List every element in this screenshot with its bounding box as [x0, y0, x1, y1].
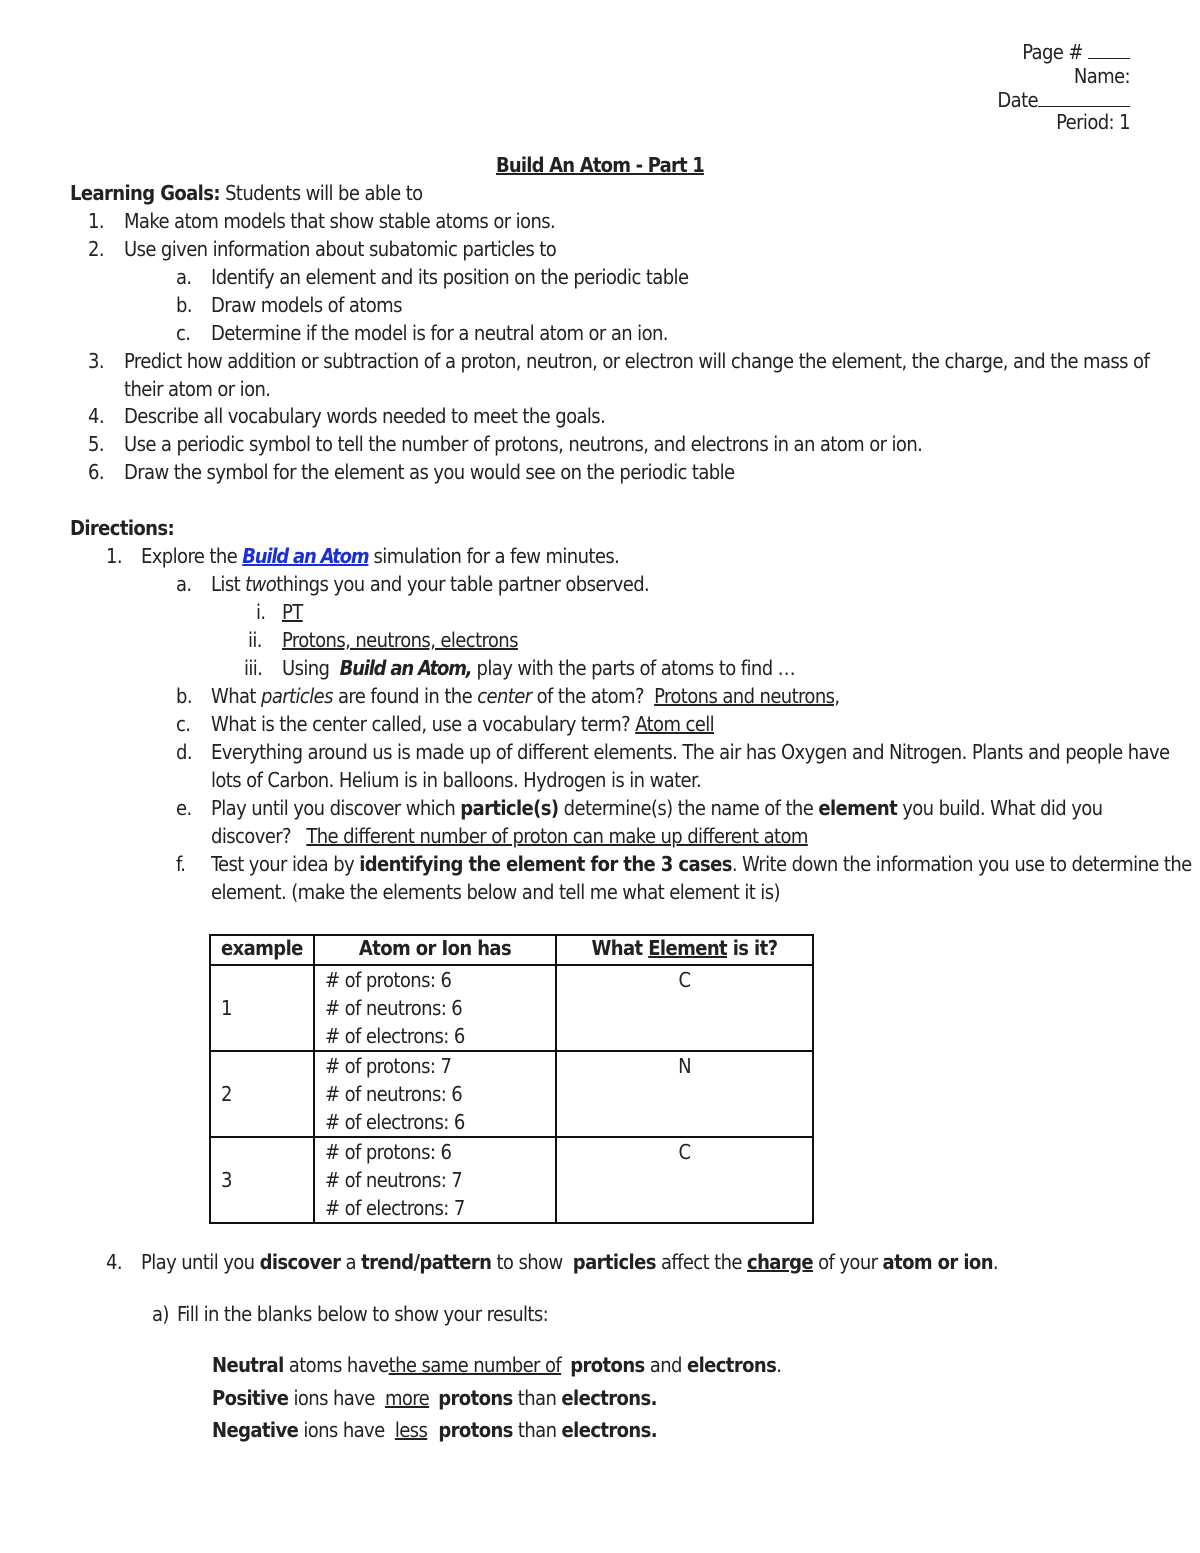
item-4-t6: . [992, 1250, 999, 1274]
goal-2-num: 2. [88, 237, 104, 261]
direction-c-text [211, 712, 714, 736]
direction-e-line2 [211, 824, 808, 848]
goal-4-num: 4. [88, 404, 104, 428]
item-4-num: 4. [106, 1250, 122, 1274]
direction-b-em2: center [477, 684, 532, 708]
goal-2-text: Use given information about subatomic particles to [124, 237, 557, 261]
direction-ii-num: ii. [248, 628, 262, 652]
row-particles [314, 1137, 556, 1223]
direction-i-num: i. [256, 600, 266, 624]
direction-b-answer[interactable]: Protons and neutrons, [654, 684, 840, 708]
direction-e-t2: determine(s) the name of the [563, 796, 814, 820]
negative-b3: electrons. [561, 1418, 657, 1442]
direction-f-line2: element. (make the elements below and tell me what element it is) [211, 880, 780, 904]
goal-3-text: Predict how addition or subtraction of a proton, neutron, or electron will change the element, the charge, and the mass of [124, 349, 1150, 373]
goal-4-text: Describe all vocabulary words needed to meet the goals. [124, 404, 606, 428]
row-electrons: # of electrons: 6 [325, 1024, 465, 1048]
direction-e-num: e. [176, 796, 192, 820]
direction-e-b1: particle(s) [460, 796, 559, 820]
item-4-b3: particles [572, 1250, 656, 1274]
direction-ii-answer[interactable]: Protons, neutrons, electrons [282, 628, 518, 652]
page-number-label: Page # [1022, 40, 1083, 64]
direction-1-pre: Explore the [141, 544, 238, 568]
direction-a-pre: List [211, 572, 241, 596]
date-blank[interactable] [1038, 88, 1130, 107]
direction-e-t4: discover? [211, 824, 291, 848]
goal-3-text-cont: their atom or ion. [124, 377, 271, 401]
positive-statement [212, 1386, 657, 1410]
page-number-field [1022, 40, 1130, 64]
direction-1-post: simulation for a few minutes. [373, 544, 620, 568]
direction-a-text [211, 572, 649, 596]
learning-goals-label: Learning Goals: [70, 181, 220, 205]
direction-b-num: b. [176, 684, 192, 708]
row-neutrons: # of neutrons: 6 [325, 996, 463, 1020]
direction-e-t3: you build. What did you [902, 796, 1103, 820]
direction-f-num: f. [176, 852, 186, 876]
direction-1-num: 1. [106, 544, 122, 568]
goal-5-text: Use a periodic symbol to tell the number of protons, neutrons, and electrons in an atom or ion. [124, 432, 923, 456]
row-protons: # of protons: 6 [325, 1140, 452, 1164]
neutral-b3: electrons [686, 1353, 777, 1377]
direction-d-line2: lots of Carbon. Helium is in balloons. Hydrogen is in water. [211, 768, 702, 792]
date-label: Date [997, 88, 1038, 112]
negative-statement [212, 1418, 657, 1442]
neutral-t3: . [776, 1353, 782, 1377]
direction-1-text [141, 544, 619, 568]
direction-b-em1: particles [261, 684, 333, 708]
direction-f-b1: identifying the element for the 3 cases [359, 852, 732, 876]
page-title: Build An Atom - Part 1 [495, 153, 705, 177]
item-4-t5: of your [818, 1250, 878, 1274]
direction-b-t2: are found in the [337, 684, 473, 708]
item-4-b1: discover [259, 1250, 341, 1274]
neutral-b2: protons [570, 1353, 645, 1377]
positive-b1: Positive [212, 1386, 289, 1410]
direction-e-b2: element [818, 796, 898, 820]
item-4a-label: a) [152, 1302, 169, 1326]
direction-b-t3: of the atom? [536, 684, 644, 708]
item-4-t2: a [345, 1250, 356, 1274]
row-element-value: C [678, 968, 691, 992]
direction-a-em: two [245, 572, 277, 596]
learning-goals-heading [70, 181, 423, 205]
learning-goals-intro: Students will be able to [225, 181, 423, 205]
directions-heading: Directions: [70, 516, 175, 540]
goal-2c-text: Determine if the model is for a neutral atom or an ion. [211, 321, 668, 345]
direction-c-answer[interactable]: Atom cell [635, 712, 715, 736]
neutral-answer[interactable]: the same number of [388, 1353, 562, 1377]
neutral-statement [212, 1353, 781, 1377]
neutral-t2: and [649, 1353, 682, 1377]
name-label: Name: [1073, 64, 1130, 88]
header-what-post: is it? [732, 936, 778, 960]
item-4-b5: atom or ion [882, 1250, 993, 1274]
negative-t1: ions have [303, 1418, 385, 1442]
goal-5-num: 5. [88, 432, 104, 456]
goal-3-num: 3. [88, 349, 104, 373]
date-field [997, 88, 1130, 112]
period-field [1056, 110, 1130, 134]
direction-f-line1 [211, 852, 1192, 876]
item-4-text [141, 1250, 998, 1274]
direction-c-num: c. [176, 712, 191, 736]
table-row [210, 965, 813, 1051]
row-particles [314, 1051, 556, 1137]
direction-f-t2: . Write down the information you use to determine the [731, 852, 1192, 876]
table-row [210, 1137, 813, 1223]
direction-f-t1: Test your idea by [211, 852, 355, 876]
goal-2a-num: a. [176, 265, 192, 289]
row-element-value: N [678, 1054, 691, 1078]
goal-6-num: 6. [88, 460, 104, 484]
item-4-t1: Play until you [141, 1250, 255, 1274]
direction-iii-num: iii. [244, 656, 263, 680]
neutral-b1: Neutral [212, 1353, 284, 1377]
header-what-element [556, 935, 813, 965]
header-atom-or-ion: Atom or Ion has [314, 935, 556, 965]
neutral-t1: atoms have [288, 1353, 389, 1377]
goal-2b-text: Draw models of atoms [211, 293, 402, 317]
goal-1-text: Make atom models that show stable atoms or ions. [124, 209, 556, 233]
row-example-number: 2 [210, 1051, 314, 1137]
row-electrons: # of electrons: 6 [325, 1110, 465, 1134]
direction-e-answer[interactable]: The different number of proton can make up different atom [306, 824, 808, 848]
table-row [210, 1051, 813, 1137]
row-protons: # of protons: 7 [325, 1054, 452, 1078]
goal-2b-num: b. [176, 293, 192, 317]
header-what-element-word: Element [648, 936, 728, 960]
row-electrons: # of electrons: 7 [325, 1196, 465, 1220]
row-element-answer[interactable] [556, 1051, 813, 1137]
row-element-answer[interactable] [556, 1137, 813, 1223]
goal-6-text: Draw the symbol for the element as you would see on the periodic table [124, 460, 735, 484]
header-example: example [210, 935, 314, 965]
row-element-answer[interactable] [556, 965, 813, 1051]
direction-a-post: things you and your table partner observed. [276, 572, 650, 596]
positive-b2: protons [438, 1386, 513, 1410]
row-particles [314, 965, 556, 1051]
direction-e-t1: Play until you discover which [211, 796, 456, 820]
row-neutrons: # of neutrons: 7 [325, 1168, 463, 1192]
header-what-pre: What [591, 936, 643, 960]
negative-b1: Negative [212, 1418, 299, 1442]
direction-iii-post: play with the parts of atoms to find … [476, 656, 796, 680]
negative-b2: protons [438, 1418, 513, 1442]
period-label: Period: [1056, 110, 1115, 134]
goal-1-num: 1. [88, 209, 104, 233]
direction-iii-text [282, 656, 795, 680]
direction-a-num: a. [176, 572, 192, 596]
name-field [1074, 64, 1130, 88]
direction-b-t1: What [211, 684, 256, 708]
item-4a-text: Fill in the blanks below to show your results: [177, 1302, 549, 1326]
row-protons: # of protons: 6 [325, 968, 452, 992]
positive-t2: than [517, 1386, 557, 1410]
direction-c-question: What is the center called, use a vocabulary term? [211, 712, 631, 736]
positive-answer[interactable]: more [384, 1386, 430, 1410]
goal-2c-num: c. [176, 321, 191, 345]
item-4-t4: affect the [660, 1250, 742, 1274]
goal-2a-text: Identify an element and its position on the periodic table [211, 265, 689, 289]
row-example-number: 3 [210, 1137, 314, 1223]
period-value: 1 [1119, 110, 1130, 134]
table-header-row [210, 935, 813, 965]
direction-iii-pre: Using [282, 656, 330, 680]
direction-d-line1: Everything around us is made up of different elements. The air has Oxygen and Nitrogen. Plants and people have [211, 740, 1170, 764]
row-element-value: C [678, 1140, 691, 1164]
positive-b3: electrons. [561, 1386, 657, 1410]
direction-b-text [211, 684, 840, 708]
direction-i-answer[interactable]: PT [282, 600, 303, 624]
item-4-b2: trend/pattern [361, 1250, 492, 1274]
build-an-atom-link[interactable]: Build an Atom [242, 544, 369, 568]
row-example-number: 1 [210, 965, 314, 1051]
item-4-b4: charge [747, 1250, 813, 1274]
direction-e-line1 [211, 796, 1102, 820]
row-neutrons: # of neutrons: 6 [325, 1082, 463, 1106]
direction-iii-em: Build an Atom, [339, 656, 472, 680]
negative-t2: than [517, 1418, 557, 1442]
page-number-blank[interactable] [1088, 40, 1130, 59]
positive-t1: ions have [293, 1386, 375, 1410]
negative-answer[interactable]: less [394, 1418, 428, 1442]
item-4-t3: to show [496, 1250, 563, 1274]
direction-d-num: d. [176, 740, 192, 764]
element-table [209, 934, 814, 1224]
